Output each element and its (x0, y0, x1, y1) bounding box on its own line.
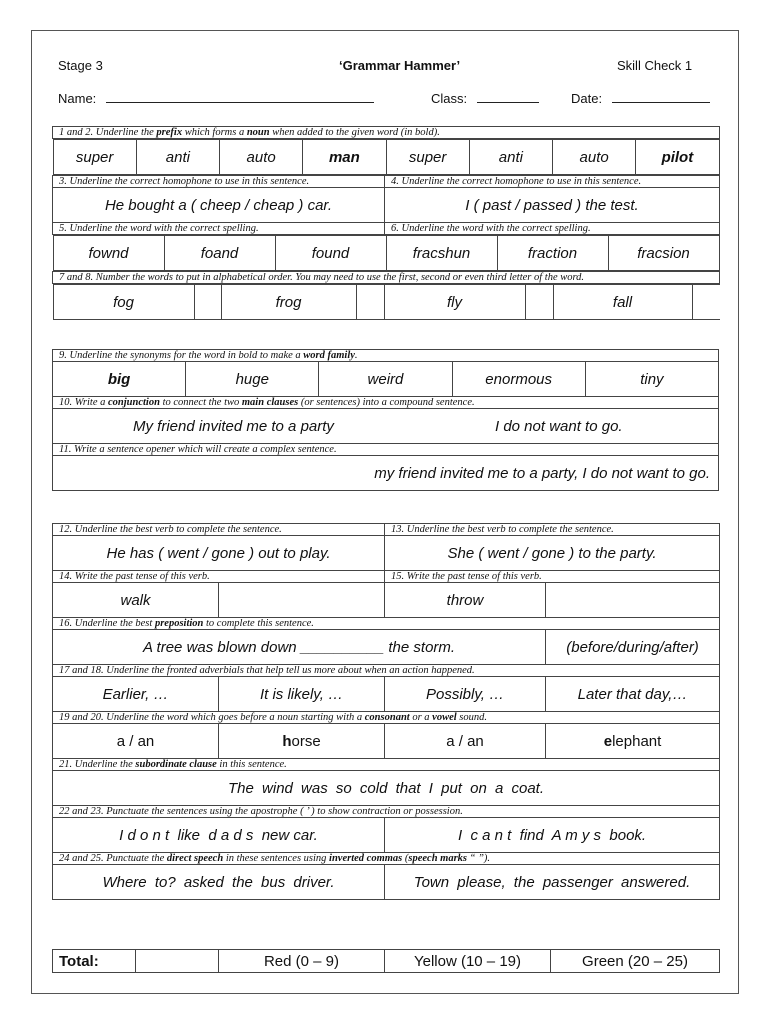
name-row (58, 90, 374, 106)
date-label: Date: (571, 91, 603, 106)
q7-number-box-fog[interactable] (194, 285, 221, 320)
q4-sentence[interactable]: I ( past / passed ) the test. (385, 188, 720, 223)
date-row (571, 90, 710, 106)
q7-number-box-fall[interactable] (692, 285, 720, 320)
q3-sentence[interactable]: He bought a ( cheep / cheap ) car. (53, 188, 385, 223)
q15-answer-box[interactable] (546, 583, 720, 618)
q17-18-instruction: 17 and 18. Underline the fronted adverbials that help tell us more about when an action happened. (53, 665, 720, 677)
q24-25-instruction: 24 and 25. Punctuate the direct speech in these sentences using inverted commas (speech marks “ ”). (53, 853, 720, 865)
q6-word-fraction[interactable]: fraction (497, 236, 608, 271)
q11-sentence[interactable]: my friend invited me to a party, I do not want to go. (53, 456, 719, 491)
q13-sentence[interactable]: She ( went / gone ) to the party. (385, 536, 720, 571)
q17-option-possibly[interactable]: Possibly, … (385, 677, 546, 712)
q5-instruction: 5. Underline the word with the correct spelling. (53, 223, 385, 235)
q22-23-instruction: 22 and 23. Punctuate the sentences using the apostrophe ( ’ ) to show contraction or possession. (53, 806, 720, 818)
totals-table (52, 949, 720, 973)
q16-instruction: 16. Underline the best preposition to complete this sentence. (53, 618, 720, 630)
class-label: Class: (431, 91, 468, 106)
q6-word-fracsion[interactable]: fracsion (608, 236, 719, 271)
band-green: Green (20 – 25) (551, 950, 720, 973)
q2-word-super[interactable]: super (386, 140, 469, 175)
q23-sentence[interactable]: I c a n t find A m y s book. (385, 818, 720, 853)
q14-verb: walk (53, 583, 219, 618)
q12-instruction: 12. Underline the best verb to complete the sentence. (53, 524, 385, 536)
class-row (431, 90, 539, 106)
q1-2-instruction: 1 and 2. Underline the prefix which forms a noun when added to the given word (in bold). (53, 127, 720, 139)
q14-answer-box[interactable] (219, 583, 385, 618)
q1-word-auto[interactable]: auto (220, 140, 303, 175)
q1-word-man: man (303, 140, 386, 175)
q7-number-box-frog[interactable] (356, 285, 384, 320)
q7-word-fog: fog (53, 285, 194, 320)
q17-option-it-is-likely[interactable]: It is likely, … (219, 677, 385, 712)
stage-label: Stage 3 (58, 58, 103, 73)
q9-word-weird[interactable]: weird (319, 362, 452, 397)
q4-instruction: 4. Underline the correct homophone to use in this sentence. (385, 176, 720, 188)
skill-check-label: Skill Check 1 (617, 58, 693, 73)
q22-sentence[interactable]: I d o n t like d a d s new car. (53, 818, 385, 853)
q1-word-anti[interactable]: anti (136, 140, 219, 175)
class-field[interactable] (477, 90, 539, 103)
q9-word-big: big (53, 362, 186, 397)
q6-word-fracshun[interactable]: fracshun (386, 236, 497, 271)
q21-sentence[interactable]: The wind was so cold that I put on a coat. (53, 771, 720, 806)
name-field[interactable] (106, 90, 374, 103)
q5-word-foand[interactable]: foand (164, 236, 275, 271)
q2-word-anti[interactable]: anti (469, 140, 552, 175)
q17-option-later-that-day[interactable]: Later that day,… (546, 677, 720, 712)
q20-noun: elephant (546, 724, 720, 759)
q2-word-auto[interactable]: auto (553, 140, 636, 175)
q7-word-fly: fly (384, 285, 525, 320)
q14-instruction: 14. Write the past tense of this verb. (53, 571, 385, 583)
q9-instruction: 9. Underline the synonyms for the word in bold to make a word family. (53, 350, 719, 362)
section-1-table (52, 126, 720, 320)
section-3-table (52, 523, 720, 900)
q7-word-frog: frog (221, 285, 356, 320)
q19-noun: horse (219, 724, 385, 759)
q21-instruction: 21. Underline the subordinate clause in this sentence. (53, 759, 720, 771)
q12-sentence[interactable]: He has ( went / gone ) out to play. (53, 536, 385, 571)
q1-word-super[interactable]: super (53, 140, 136, 175)
q19-20-instruction: 19 and 20. Underline the word which goes before a noun starting with a consonant or a vowel sound. (53, 712, 720, 724)
q13-instruction: 13. Underline the best verb to complete the sentence. (385, 524, 720, 536)
q10-answer-row[interactable] (53, 409, 719, 444)
name-label: Name: (58, 91, 97, 106)
total-label: Total: (53, 950, 136, 973)
q16-sentence[interactable]: A tree was blown down __________ the storm. (53, 630, 546, 665)
q9-word-enormous[interactable]: enormous (452, 362, 585, 397)
section-2-table (52, 349, 719, 491)
q16-options[interactable]: (before/during/after) (546, 630, 720, 665)
q10-instruction: 10. Write a conjunction to connect the two main clauses (or sentences) into a compound sentence. (53, 397, 719, 409)
q19-article-choice[interactable]: a / an (53, 724, 219, 759)
band-yellow: Yellow (10 – 19) (385, 950, 551, 973)
q6-instruction: 6. Underline the word with the correct spelling. (385, 223, 720, 235)
q7-number-box-fly[interactable] (525, 285, 553, 320)
q7-8-instruction: 7 and 8. Number the words to put in alphabetical order. You may need to use the first, second or even third letter of the word. (53, 272, 720, 284)
q9-word-huge[interactable]: huge (186, 362, 319, 397)
page-title: ‘Grammar Hammer’ (339, 58, 461, 73)
q7-word-fall: fall (553, 285, 692, 320)
band-red: Red (0 – 9) (219, 950, 385, 973)
q3-instruction: 3. Underline the correct homophone to use in this sentence. (53, 176, 385, 188)
q15-instruction: 15. Write the past tense of this verb. (385, 571, 720, 583)
q5-word-found[interactable]: found (275, 236, 386, 271)
q24-sentence[interactable]: Where to? asked the bus driver. (53, 865, 385, 900)
q20-article-choice[interactable]: a / an (385, 724, 546, 759)
q10-right-clause: I do not want to go. (495, 418, 623, 435)
q17-option-earlier[interactable]: Earlier, … (53, 677, 219, 712)
date-field[interactable] (612, 90, 710, 103)
q5-word-fownd[interactable]: fownd (53, 236, 164, 271)
q25-sentence[interactable]: Town please, the passenger answered. (385, 865, 720, 900)
q11-instruction: 11. Write a sentence opener which will create a complex sentence. (53, 444, 719, 456)
q2-word-pilot: pilot (636, 140, 719, 175)
q10-left-clause: My friend invited me to a party (133, 418, 334, 435)
q9-word-tiny[interactable]: tiny (585, 362, 718, 397)
total-score-box[interactable] (136, 950, 219, 973)
q15-verb: throw (385, 583, 546, 618)
